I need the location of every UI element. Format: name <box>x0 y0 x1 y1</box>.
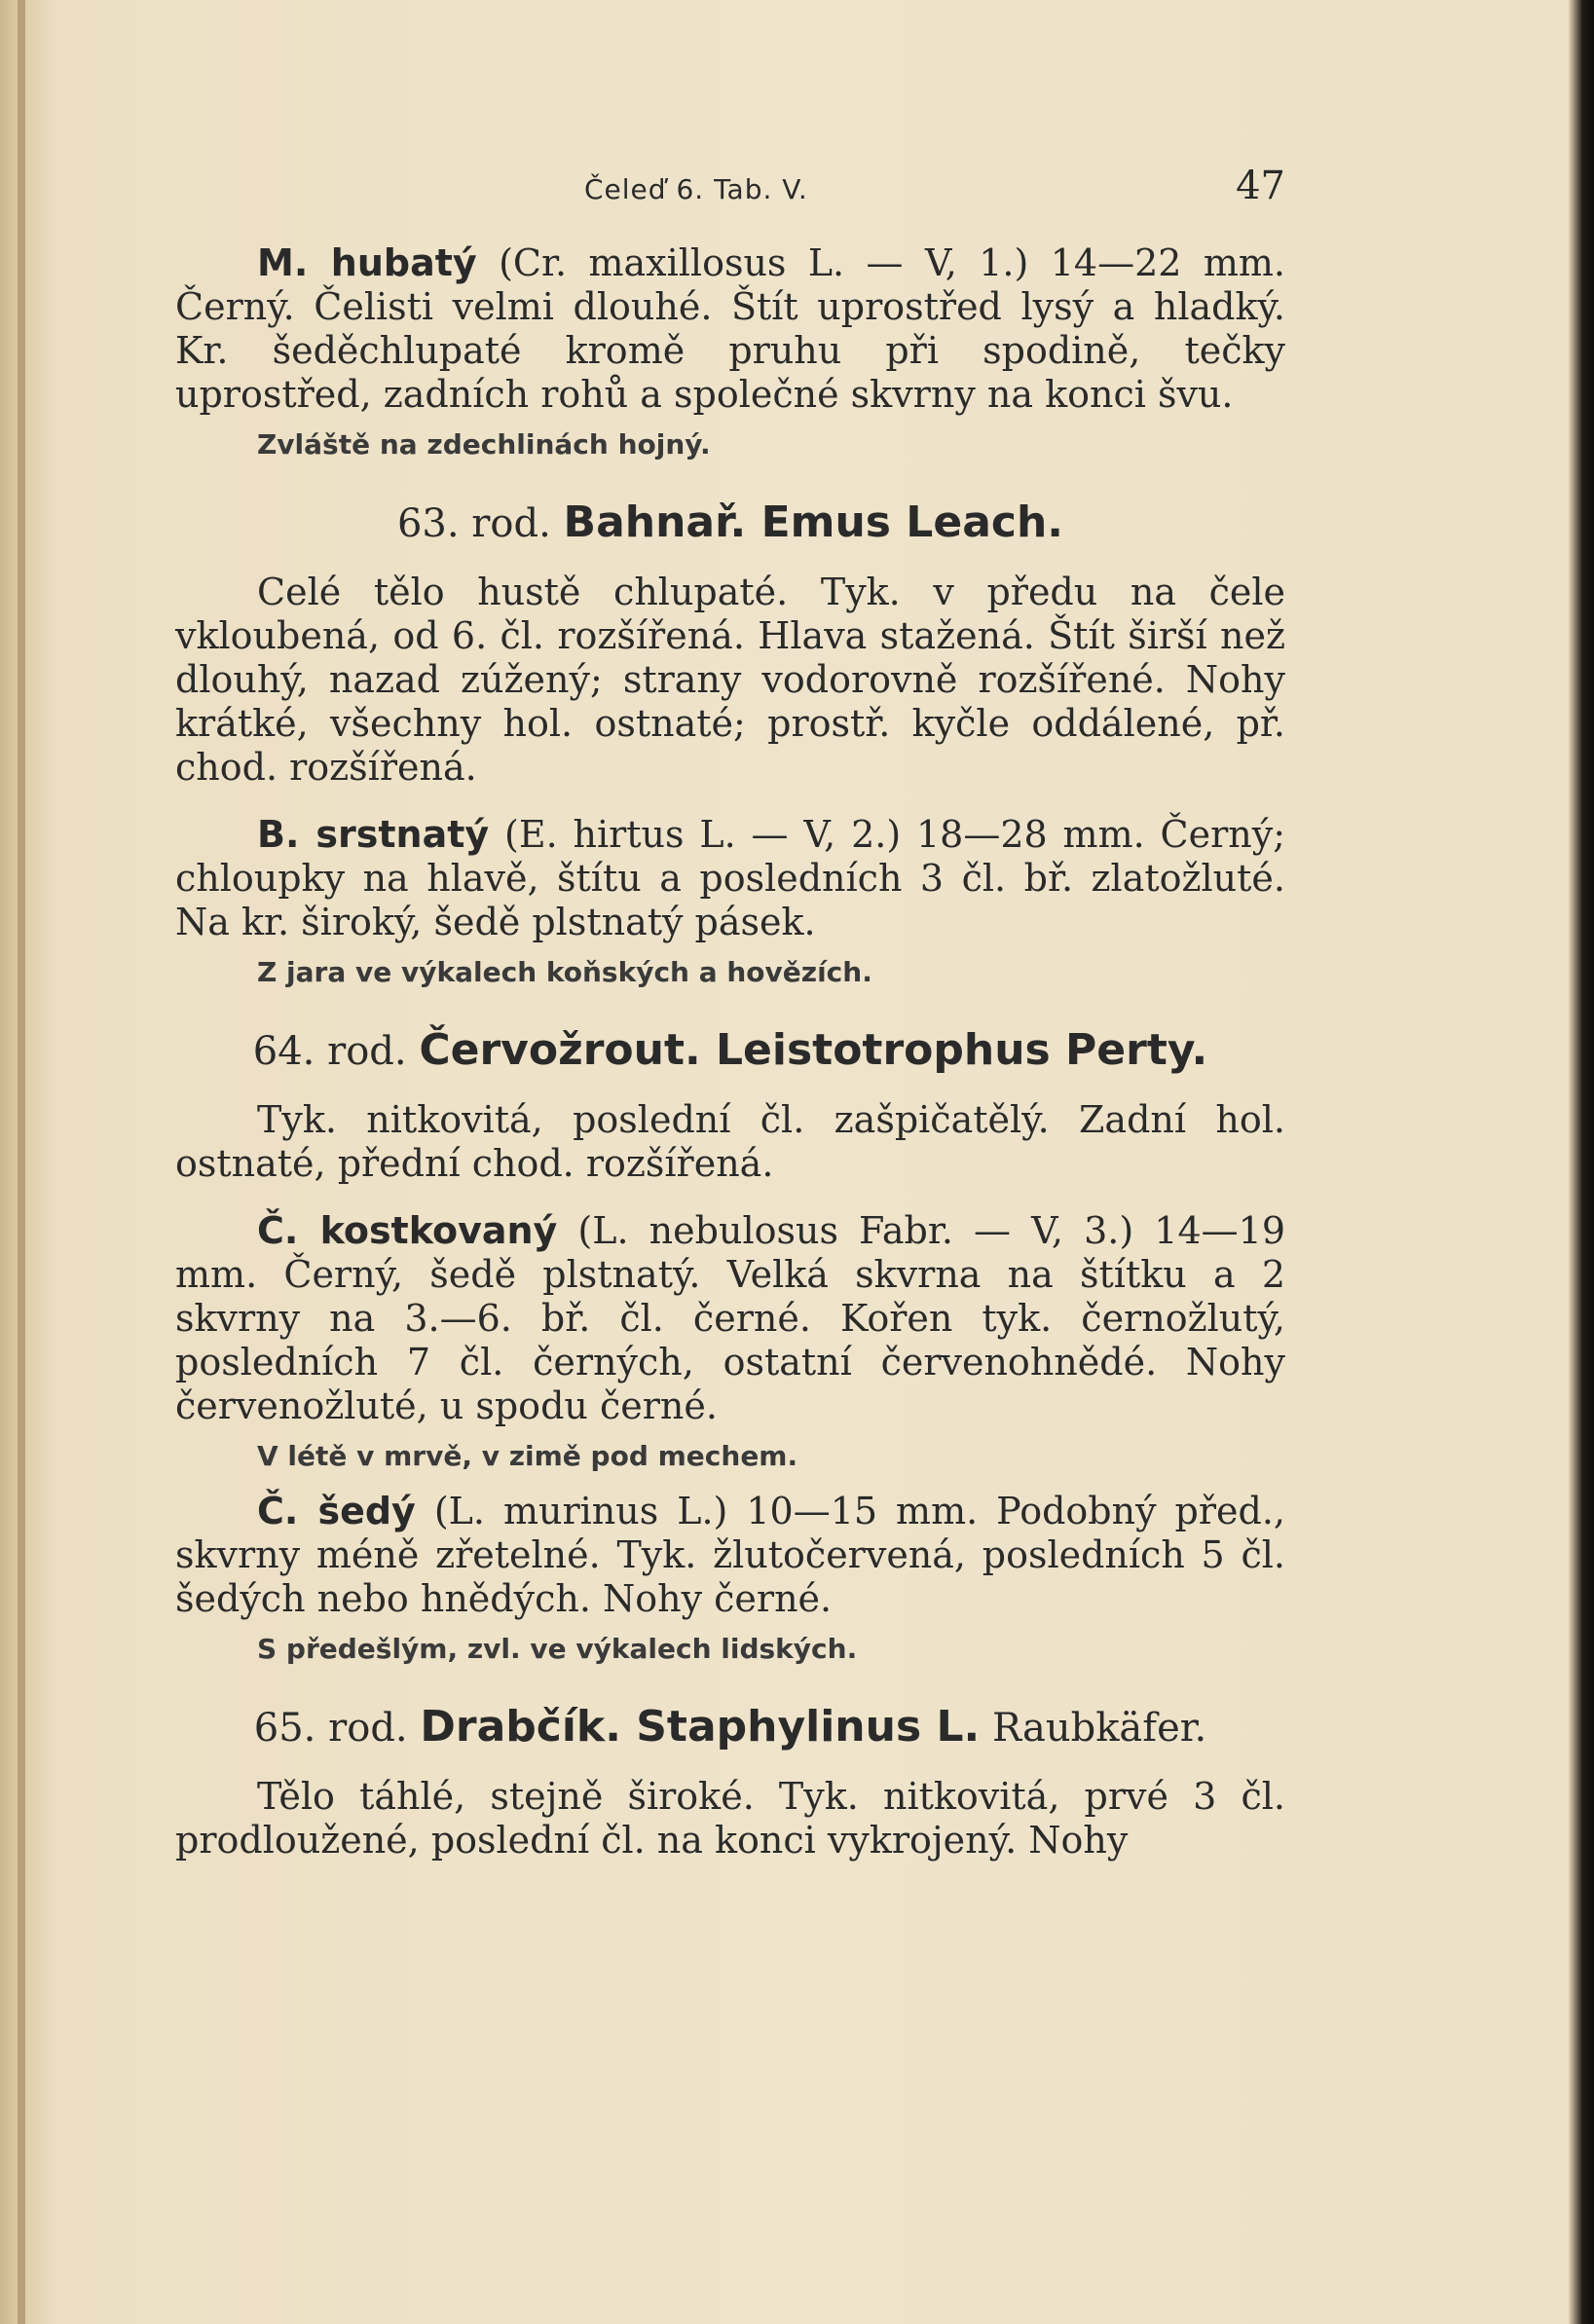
genus-number: 63. rod. <box>396 501 551 546</box>
genus-number: 65. rod. <box>253 1706 408 1751</box>
genus-heading <box>175 1702 1285 1752</box>
habitat-note: Zvláště na zdechlinách hojný. <box>257 428 711 461</box>
species-entry <box>175 1209 1285 1428</box>
page-content <box>175 164 1285 1863</box>
species-entry <box>175 241 1285 417</box>
genus-name: Drabčík. Staphylinus L. <box>420 1702 981 1752</box>
page-edge <box>1569 0 1594 2324</box>
genus-name: Červožrout. Leistotrophus Perty. <box>419 1025 1208 1075</box>
genus-heading <box>175 498 1285 547</box>
header-title: Čeleď 6. Tab. V. <box>584 173 808 205</box>
species-name: Č. šedý <box>257 1490 416 1532</box>
habitat-note: V létě v mrvě, v zimě pod mechem. <box>257 1440 798 1472</box>
species-name: M. hubatý <box>257 241 477 284</box>
page-spine <box>18 0 25 2324</box>
page-number: 47 <box>1236 164 1285 208</box>
genus-description: Tyk. nitkovitá, poslední čl. zašpičatělý. Zadní hol. ostnaté, přední chod. rozšířená. <box>175 1098 1285 1185</box>
species-entry <box>175 813 1285 944</box>
species-name: B. srstnatý <box>257 813 490 856</box>
genus-description: Tělo táhlé, stejně široké. Tyk. nitkovitá, prvé 3 čl. prodloužené, poslední čl. na konci vykrojený. Nohy <box>175 1775 1285 1862</box>
species-description: (Cr. maxillosus L. — V, 1.) 14—22 mm. Černý. Čelisti velmi dlouhé. Štít uprostřed lysý a hladký. Kr. šeděchlupaté kromě pruhu při spodině, tečky uprostřed, zadních rohů a společné skvrny na konci švu. <box>175 241 1285 416</box>
genus-name: Bahnař. Emus Leach. <box>563 498 1064 547</box>
running-header <box>175 164 1285 222</box>
habitat-note: Z jara ve výkalech koňských a hovězích. <box>257 956 872 988</box>
habitat-note: S předešlým, zvl. ve výkalech lidských. <box>257 1633 858 1665</box>
genus-heading <box>175 1025 1285 1075</box>
genus-number: 64. rod. <box>252 1029 407 1074</box>
genus-german-name: Raubkäfer. <box>991 1706 1207 1751</box>
species-name: Č. kostkovaný <box>257 1209 558 1252</box>
genus-description: Celé tělo hustě chlupaté. Tyk. v předu na čele vkloubená, od 6. čl. rozšířená. Hlava stažená. Štít širší než dlouhý, nazad zúžený; strany vodorovně rozšířené. Nohy krátké, všechny hol. ostnaté; prostř. kyčle oddálené, př. chod. rozšířená. <box>175 571 1285 789</box>
species-entry <box>175 1490 1285 1621</box>
species-description: (L. murinus L.) 10—15 mm. Podobný před., skvrny méně zřetelné. Tyk. žlutočervená, posledních 5 čl. šedých nebo hnědých. Nohy černé. <box>175 1490 1285 1620</box>
species-description: (E. hirtus L. — V, 2.) 18—28 mm. Černý; chloupky na hlavě, štítu a posledních 3 čl. bř. zlatožluté. Na kr. široký, šedě plstnatý pásek. <box>175 813 1285 943</box>
species-description: (L. nebulosus Fabr. — V, 3.) 14—19 mm. Černý, šedě plstnatý. Velká skvrna na štítku a 2 skvrny na 3.—6. bř. čl. černé. Kořen tyk. černožlutý, posledních 7 čl. černých, ostatní červenohnědé. Nohy červenožluté, u spodu černé. <box>175 1209 1285 1427</box>
